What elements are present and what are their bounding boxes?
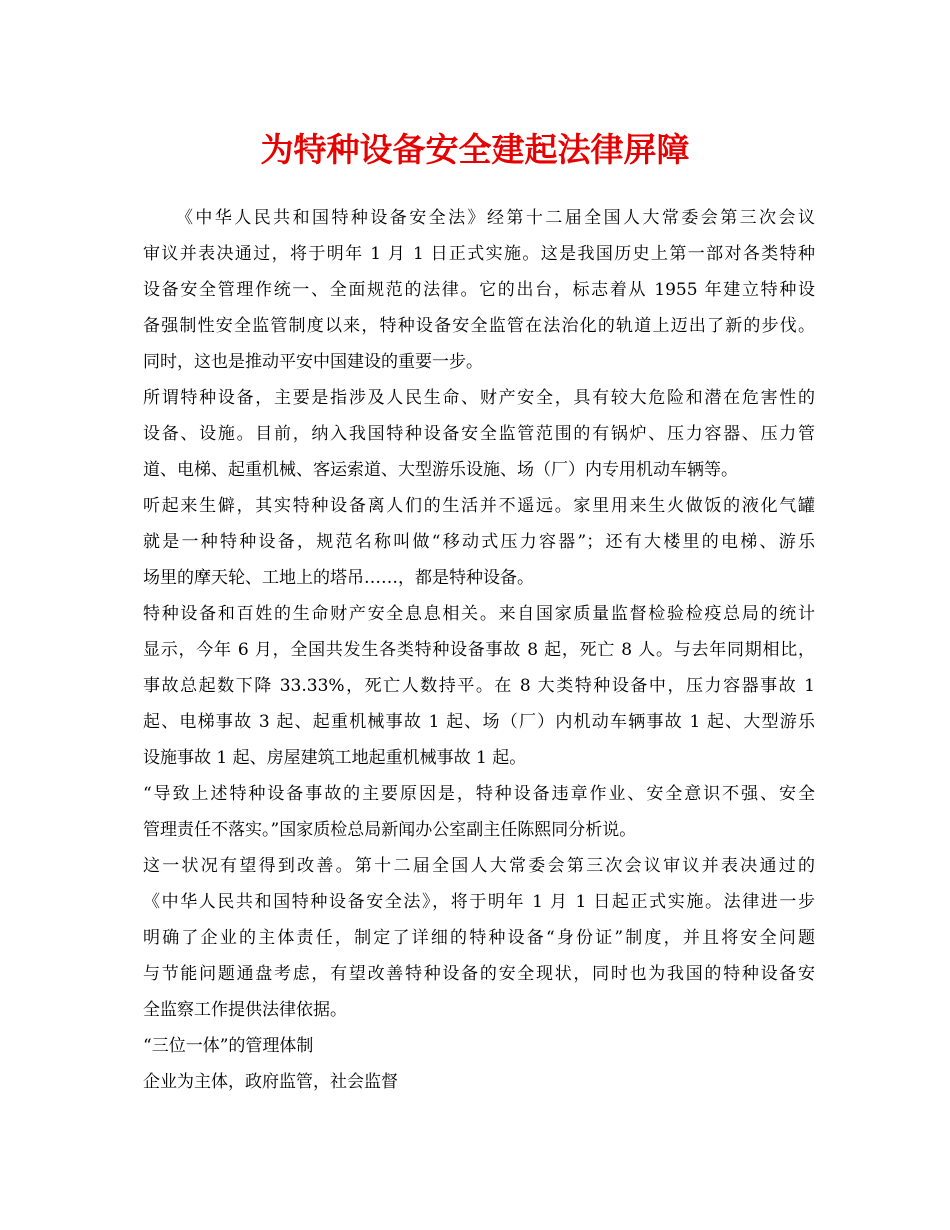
text-line: 就是一种特种设备，规范名称叫做“移动式压力容器”；还有大楼里的电梯、游乐 xyxy=(143,532,815,552)
text-line: 所谓特种设备，主要是指涉及人民生命、财产安全，具有较大危险和潜在危害性的 xyxy=(143,388,815,408)
text-line: 设备安全管理作统一、全面规范的法律。它的出台，标志着从 1955 年建立特种设 xyxy=(143,280,815,300)
text-line: 事故总起数下降 33.33%，死亡人数持平。在 8 大类特种设备中，压力容器事故 1 xyxy=(143,676,815,696)
text-line: 备强制性安全监管制度以来，特种设备安全监管在法治化的轨道上迈出了新的步伐。 xyxy=(143,316,815,336)
text-line: 同时，这也是推动平安中国建设的重要一步。 xyxy=(143,352,483,372)
text-line: 企业为主体，政府监管，社会监督 xyxy=(143,1072,398,1092)
text-line: 道、电梯、起重机械、客运索道、大型游乐设施、场（厂）内专用机动车辆等。 xyxy=(143,460,738,480)
article-body xyxy=(143,200,815,1100)
text-line: 明确了企业的主体责任，制定了详细的特种设备“身份证”制度，并且将安全问题 xyxy=(143,928,815,948)
text-line: 《中华人民共和国特种设备安全法》经第十二届全国人大常委会第三次会议 xyxy=(176,208,815,228)
text-line: 管理责任不落实。”国家质检总局新闻办公室副主任陈熙同分析说。 xyxy=(143,820,637,840)
text-line: 特种设备和百姓的生命财产安全息息相关。来自国家质量监督检验检疫总局的统计 xyxy=(143,604,815,624)
text-line: “导致上述特种设备事故的主要原因是，特种设备违章作业、安全意识不强、安全 xyxy=(143,784,815,804)
text-line: 听起来生僻，其实特种设备离人们的生活并不遥远。家里用来生火做饭的液化气罐 xyxy=(143,496,815,516)
text-line: 显示，今年 6 月，全国共发生各类特种设备事故 8 起，死亡 8 人。与去年同期相比， xyxy=(143,640,815,660)
text-line: “三位一体”的管理体制 xyxy=(143,1036,314,1056)
text-line: 这一状况有望得到改善。第十二届全国人大常委会第三次会议审议并表决通过的 xyxy=(143,856,815,876)
text-line: 场里的摩天轮、工地上的塔吊……，都是特种设备。 xyxy=(143,568,534,588)
text-line: 审议并表决通过，将于明年 1 月 1 日正式实施。这是我国历史上第一部对各类特种 xyxy=(143,244,815,264)
text-line: 起、电梯事故 3 起、起重机械事故 1 起、场（厂）内机动车辆事故 1 起、大型游乐 xyxy=(143,712,815,732)
text-line: 设施事故 1 起、房屋建筑工地起重机械事故 1 起。 xyxy=(143,748,527,768)
text-line: 《中华人民共和国特种设备安全法》，将于明年 1 月 1 日起正式实施。法律进一步 xyxy=(143,892,815,912)
text-line: 与节能问题通盘考虑，有望改善特种设备的安全现状，同时也为我国的特种设备安 xyxy=(143,964,815,984)
text-line: 设备、设施。目前，纳入我国特种设备安全监管范围的有锅炉、压力容器、压力管 xyxy=(143,424,815,444)
text-line: 全监察工作提供法律依据。 xyxy=(143,1000,347,1020)
page-title: 为特种设备安全建起法律屏障 xyxy=(260,130,690,169)
